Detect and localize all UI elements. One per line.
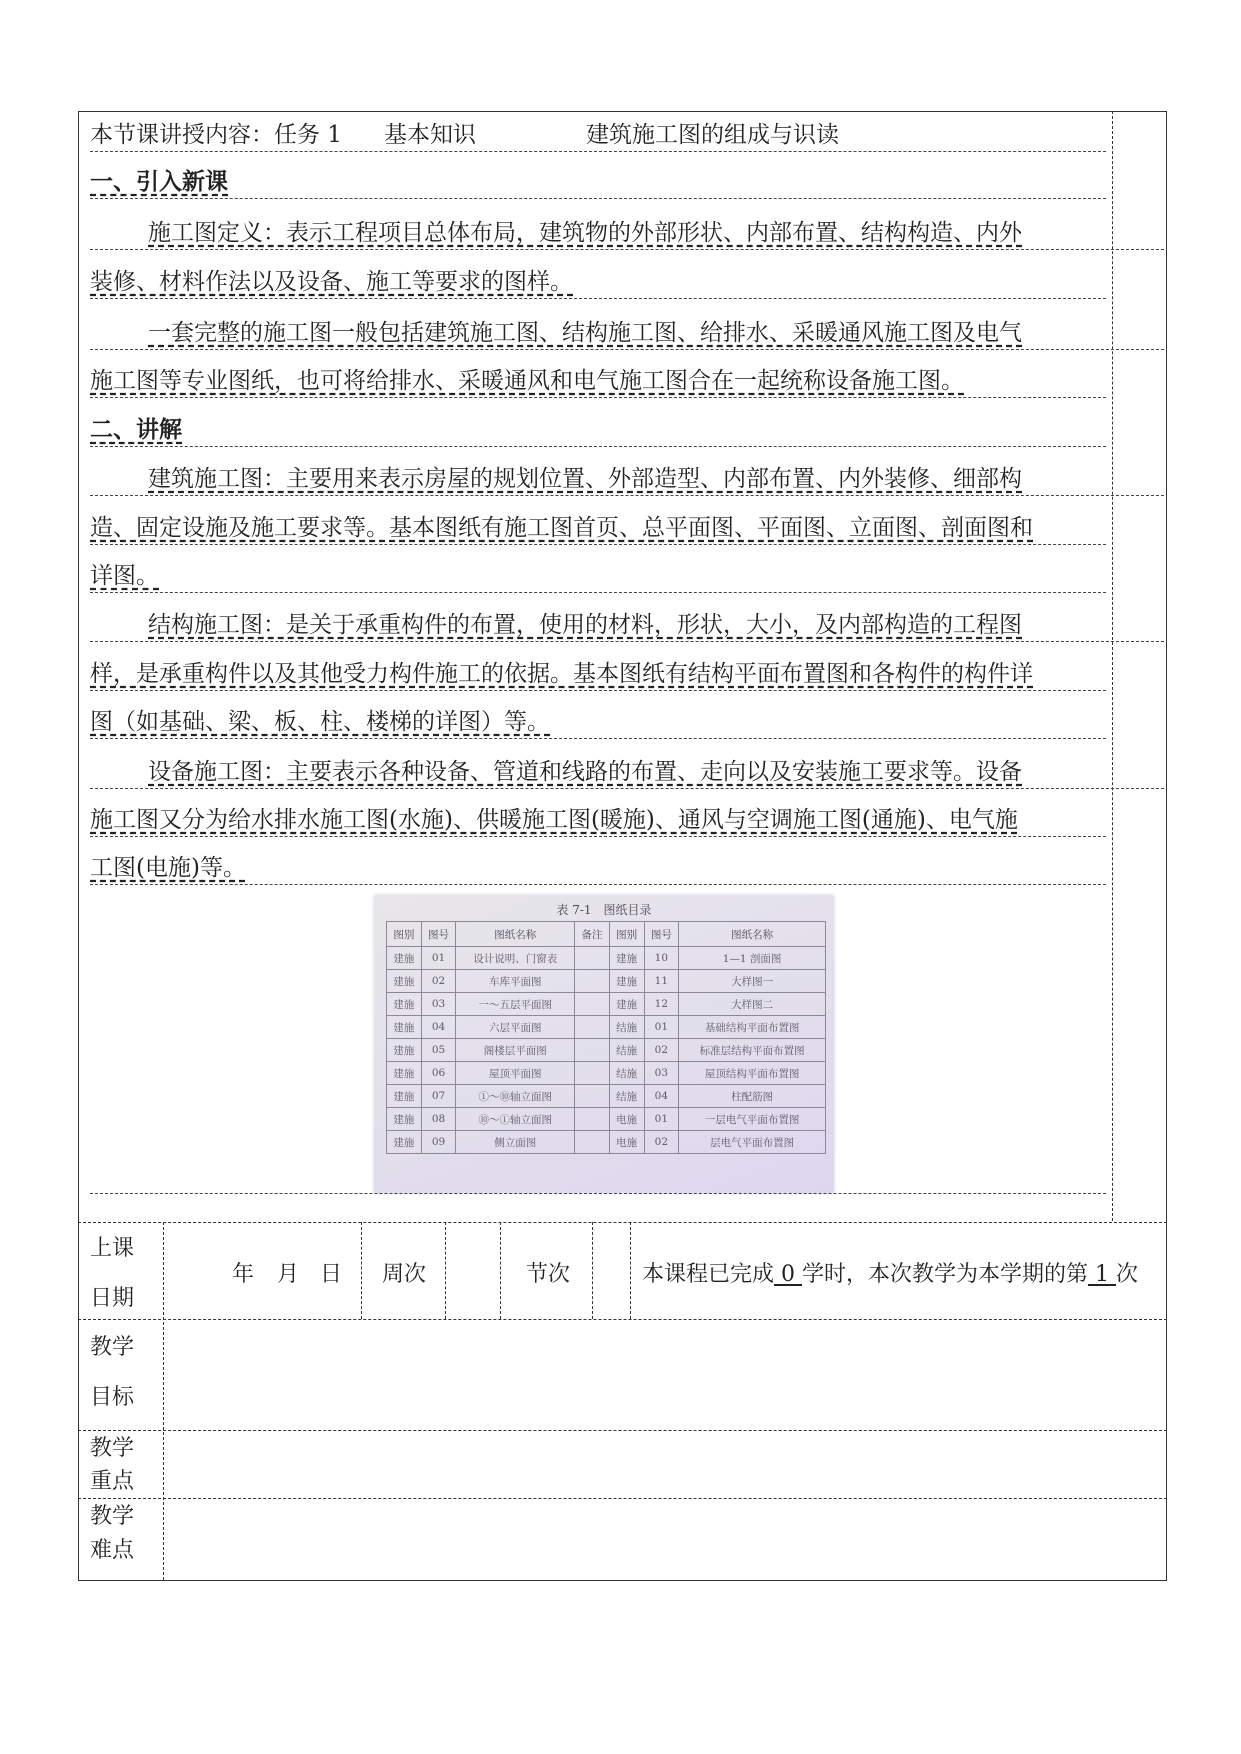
grid-line [361,1222,362,1319]
paragraph-line: 建筑施工图：主要用来表示房屋的规划位置、外部造型、内部布置、内外装修、细部构 [90,460,1164,498]
catalog-header-cell: 图号 [644,922,679,947]
catalog-cell [575,1039,610,1062]
date-day: 日 [320,1262,343,1287]
catalog-header-cell: 图别 [609,922,644,947]
drawing-catalog-photo [374,895,834,1193]
catalog-cell: 一层电气平面布置图 [679,1108,826,1131]
catalog-cell: 04 [644,1085,679,1108]
goals-label-1: 教学 [90,1335,135,1360]
catalog-body [387,947,826,1154]
catalog-header-cell: 图别 [387,922,422,947]
paragraph-line: 施工图定义：表示工程项目总体布局，建筑物的外部形状、内部布置、结构构造、内外 [90,214,1164,252]
paragraph-line: 施工图等专业图纸，也可将给排水、采暖通风和电气施工图合在一起统称设备施工图。 [90,362,1106,400]
content-separator [90,1193,1106,1194]
catalog-row [387,1085,826,1108]
catalog-header-row [387,922,826,947]
catalog-header-cell: 备注 [575,922,610,947]
catalog-cell [575,1016,610,1039]
date-label-1: 上课 [90,1236,135,1261]
paragraph-line: 图（如基础、梁、板、柱、楼梯的详图）等。 [90,703,1106,741]
grid-line [78,1498,1167,1499]
catalog-cell: 侧立面图 [456,1131,575,1154]
grid-line [78,1430,1167,1431]
lesson-header [90,116,1106,154]
key-points-label-2: 重点 [90,1469,135,1494]
catalog-cell: 建施 [387,1039,422,1062]
catalog-cell: 标准层结构平面布置图 [679,1039,826,1062]
catalog-cell [575,1062,610,1085]
catalog-cell: 建施 [387,947,422,970]
catalog-cell: 02 [421,970,456,993]
catalog-cell [575,993,610,1016]
catalog-cell: 07 [421,1085,456,1108]
paragraph-line: 造、固定设施及施工要求等。基本图纸有施工图首页、总平面图、平面图、立面图、剖面图和 [90,509,1106,547]
grid-line [78,1222,1167,1223]
catalog-cell: ⑩～①轴立面图 [456,1108,575,1131]
catalog-cell [575,970,610,993]
catalog-cell: 大样图二 [679,993,826,1016]
paragraph-line: 设备施工图：主要表示各种设备、管道和线路的布置、走向以及安装施工要求等。设备 [90,753,1164,791]
catalog-cell: 结施 [609,1016,644,1039]
catalog-row [387,1039,826,1062]
progress-middle: 学时，本次教学为本学期的第 [802,1262,1089,1287]
catalog-cell: 01 [644,1108,679,1131]
catalog-cell: 层电气平面布置图 [679,1131,826,1154]
catalog-cell: 柱配筋图 [679,1085,826,1108]
catalog-cell [575,1108,610,1131]
catalog-cell: 屋顶平面图 [456,1062,575,1085]
catalog-cell: 建施 [387,1131,422,1154]
paragraph-line: 装修、材料作法以及设备、施工等要求的图样。 [90,263,1106,301]
catalog-cell: 建施 [609,993,644,1016]
section-heading-intro: 一、引入新课 [90,163,1106,201]
catalog-cell: 02 [644,1131,679,1154]
progress-prefix: 本课程已完成 [642,1262,775,1287]
paragraph-line: 施工图又分为给水排水施工图(水施)、供暖施工图(暖施)、通风与空调施工图(通施)、电气施 [90,801,1106,839]
catalog-cell: 大样图一 [679,970,826,993]
catalog-cell: 1—1 剖面图 [679,947,826,970]
catalog-cell: 结施 [609,1039,644,1062]
paragraph-line: 结构施工图：是关于承重构件的布置，使用的材料，形状，大小，及内部构造的工程图 [90,606,1164,644]
catalog-cell: 08 [421,1108,456,1131]
completed-hours: 0 [781,1262,796,1287]
catalog-row [387,1108,826,1131]
header-title: 建筑施工图的组成与识读 [585,122,839,148]
catalog-row [387,947,826,970]
catalog-cell: 电施 [609,1131,644,1154]
catalog-cell: 电施 [609,1108,644,1131]
catalog-cell: 12 [644,993,679,1016]
catalog-cell [575,1131,610,1154]
catalog-cell: 10 [644,947,679,970]
grid-line [592,1222,593,1319]
catalog-cell: 建施 [387,1108,422,1131]
grid-line [500,1222,501,1319]
catalog-cell: 结施 [609,1085,644,1108]
period-label: 节次 [526,1262,571,1287]
grid-line [630,1222,631,1319]
catalog-cell: 建施 [387,970,422,993]
catalog-row [387,1016,826,1039]
catalog-row [387,970,826,993]
catalog-cell: 阁楼层平面图 [456,1039,575,1062]
date-label-2: 日期 [90,1286,135,1311]
key-points-label-1: 教学 [90,1436,135,1461]
catalog-cell: 一～五层平面图 [456,993,575,1016]
catalog-cell: 建施 [387,1062,422,1085]
catalog-cell: 结施 [609,1062,644,1085]
right-margin-line [1112,111,1113,1221]
catalog-cell: 01 [421,947,456,970]
catalog-cell: 建施 [387,1085,422,1108]
catalog-cell: 建施 [387,993,422,1016]
paragraph-line: 详图。 [90,557,1106,595]
week-label: 周次 [382,1262,427,1287]
catalog-cell [575,1085,610,1108]
catalog-header-cell: 图号 [421,922,456,947]
difficulties-label-1: 教学 [90,1504,135,1529]
catalog-cell: 01 [644,1016,679,1039]
course-progress [642,1262,1138,1288]
catalog-table [386,921,826,1154]
catalog-row [387,1131,826,1154]
header-label: 本节课讲授内容： [90,122,274,148]
catalog-cell: 03 [421,993,456,1016]
progress-suffix: 次 [1116,1262,1139,1287]
catalog-header-cell: 图纸名称 [679,922,826,947]
catalog-cell [575,947,610,970]
difficulties-label-2: 难点 [90,1538,135,1563]
paragraph-line: 工图(电施)等。 [90,849,1106,887]
catalog-cell: 05 [421,1039,456,1062]
catalog-cell: 六层平面图 [456,1016,575,1039]
catalog-cell: 03 [644,1062,679,1085]
paragraph-line: 样，是承重构件以及其他受力构件施工的依据。基本图纸有结构平面布置图和各构件的构件详 [90,655,1106,693]
catalog-title: 表 7-1 图纸目录 [556,903,652,917]
catalog-cell: 11 [644,970,679,993]
section-heading-lecture: 二、讲解 [90,411,1106,449]
catalog-row [387,993,826,1016]
catalog-cell: 02 [644,1039,679,1062]
session-number: 1 [1095,1262,1110,1287]
catalog-cell: 车库平面图 [456,970,575,993]
header-task: 任务 1 [274,122,342,148]
catalog-cell: 设计说明、门窗表 [456,947,575,970]
catalog-cell: 建施 [609,947,644,970]
date-year: 年 [232,1262,255,1287]
grid-line [445,1222,446,1319]
catalog-cell: 屋顶结构平面布置图 [679,1062,826,1085]
catalog-cell: 09 [421,1131,456,1154]
catalog-row [387,1062,826,1085]
catalog-cell: 建施 [609,970,644,993]
catalog-cell: ①～⑩轴立面图 [456,1085,575,1108]
catalog-cell: 06 [421,1062,456,1085]
grid-line [78,1319,1167,1320]
catalog-header-cell: 图纸名称 [456,922,575,947]
catalog-cell: 04 [421,1016,456,1039]
paragraph-line: 一套完整的施工图一般包括建筑施工图、结构施工图、给排水、采暖通风施工图及电气 [90,314,1164,352]
goals-label-2: 目标 [90,1385,135,1410]
catalog-cell: 建施 [387,1016,422,1039]
date-month: 月 [277,1262,300,1287]
grid-line [163,1222,164,1580]
catalog-cell: 基础结构平面布置图 [679,1016,826,1039]
header-topic: 基本知识 [383,122,476,148]
